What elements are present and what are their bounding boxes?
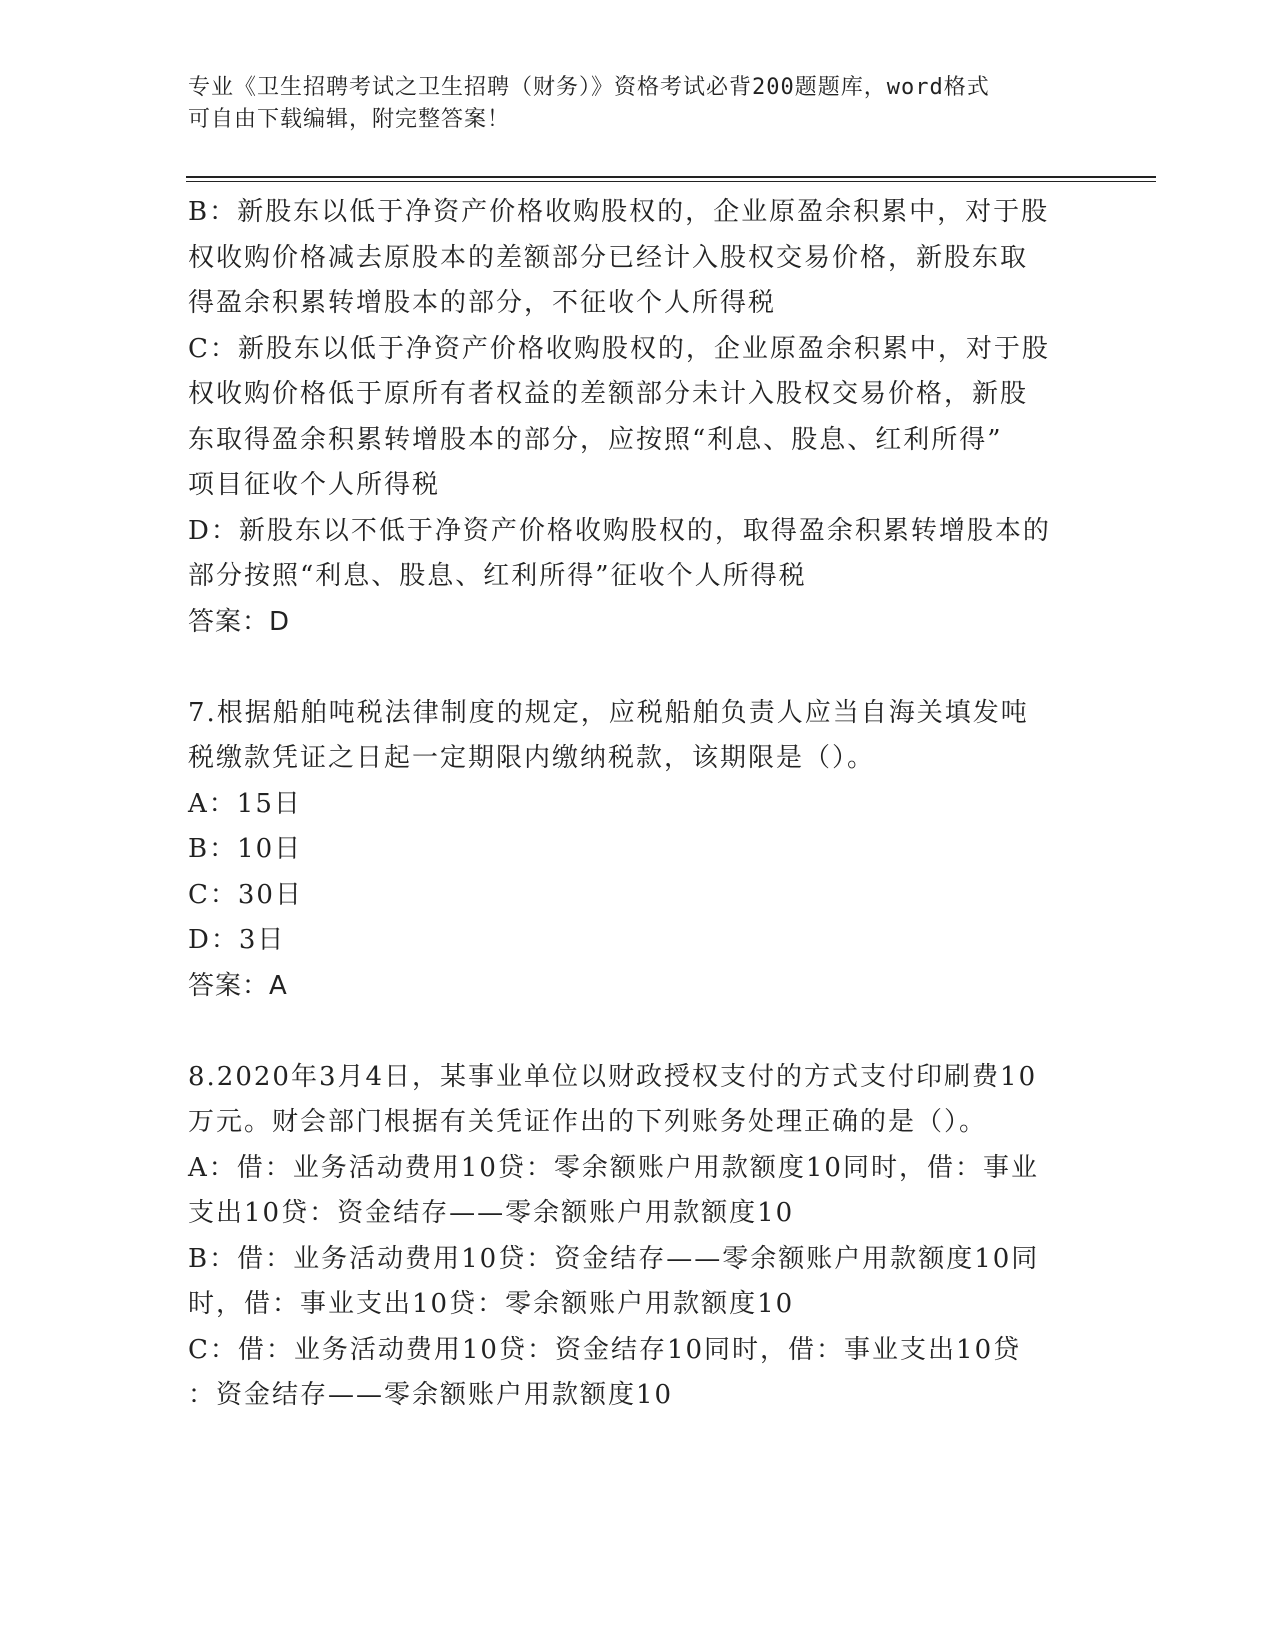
q8-option-c-line: C：借：业务活动费用10贷：资金结存10同时，借：事业支出10贷 — [188, 1334, 1022, 1365]
header-line: 可自由下载编辑，附完整答案！ — [188, 107, 511, 132]
q6-answer: 答案：D — [188, 606, 291, 637]
q7-option-d: D：3日 — [188, 925, 286, 955]
q6-option-d-line: 部分按照“利息、股息、红利所得”征收个人所得税 — [188, 561, 807, 591]
spacer — [188, 645, 1088, 691]
q7-stem-line: 税缴款凭证之日起一定期限内缴纳税款，该期限是（）。 — [188, 743, 876, 773]
q7-answer: 答案：A — [188, 970, 288, 1001]
q8-option-a-line: 支出10贷：资金结存——零余额账户用款额度10 — [188, 1198, 795, 1228]
q6-option-c-line: 项目征收个人所得税 — [188, 470, 441, 500]
q6-option-d-line: D：新股东以不低于净资产价格收购股权的，取得盈余积累转增股本的 — [188, 515, 1051, 546]
q6-option-c-line: C：新股东以低于净资产价格收购股权的，企业原盈余积累中，对于股 — [188, 333, 1050, 364]
q7-option-b: B：10日 — [188, 834, 303, 864]
q6-option-c-line: 东取得盈余积累转增股本的部分，应按照“利息、股息、红利所得” — [188, 424, 1003, 455]
q8-option-b-line: B：借：业务活动费用10贷：资金结存——零余额账户用款额度10同 — [188, 1243, 1040, 1274]
question-content — [188, 190, 1088, 1419]
q8-stem-line: 万元。财会部门根据有关凭证作出的下列账务处理正确的是（）。 — [188, 1107, 988, 1137]
q6-option-b-line: B：新股东以低于净资产价格收购股权的，企业原盈余积累中，对于股 — [188, 197, 1050, 227]
q6-option-b-line: 权收购价格减去原股本的差额部分已经计入股权交易价格，新股东取 — [188, 242, 1029, 273]
q8-option-a-line: A：借：业务活动费用10贷：零余额账户用款额度10同时，借：事业 — [188, 1152, 1039, 1183]
q7-option-a: A：15日 — [188, 788, 302, 819]
header-divider-thin — [186, 181, 1156, 182]
q8-option-c-line: ：资金结存——零余额账户用款额度10 — [188, 1380, 674, 1410]
header-line: 专业《卫生招聘考试之卫生招聘（财务）》资格考试必背200题题库，word格式 — [188, 75, 990, 100]
q8-option-b-line: 时，借：事业支出10贷：零余额账户用款额度10 — [188, 1289, 795, 1319]
q6-option-c-line: 权收购价格低于原所有者权益的差额部分未计入股权交易价格，新股 — [188, 379, 1029, 409]
q6-option-b-line: 得盈余积累转增股本的部分，不征收个人所得税 — [188, 288, 777, 318]
q8-stem-line: 8.2020年3月4日，某事业单位以财政授权支付的方式支付印刷费10 — [188, 1061, 1038, 1092]
q7-stem-line: 7.根据船舶吨税法律制度的规定，应税船舶负责人应当自海关填发吨 — [188, 697, 1029, 728]
q7-option-c: C：30日 — [188, 879, 303, 910]
spacer — [188, 1009, 1088, 1055]
document-header — [188, 72, 1088, 136]
header-divider — [186, 176, 1156, 178]
